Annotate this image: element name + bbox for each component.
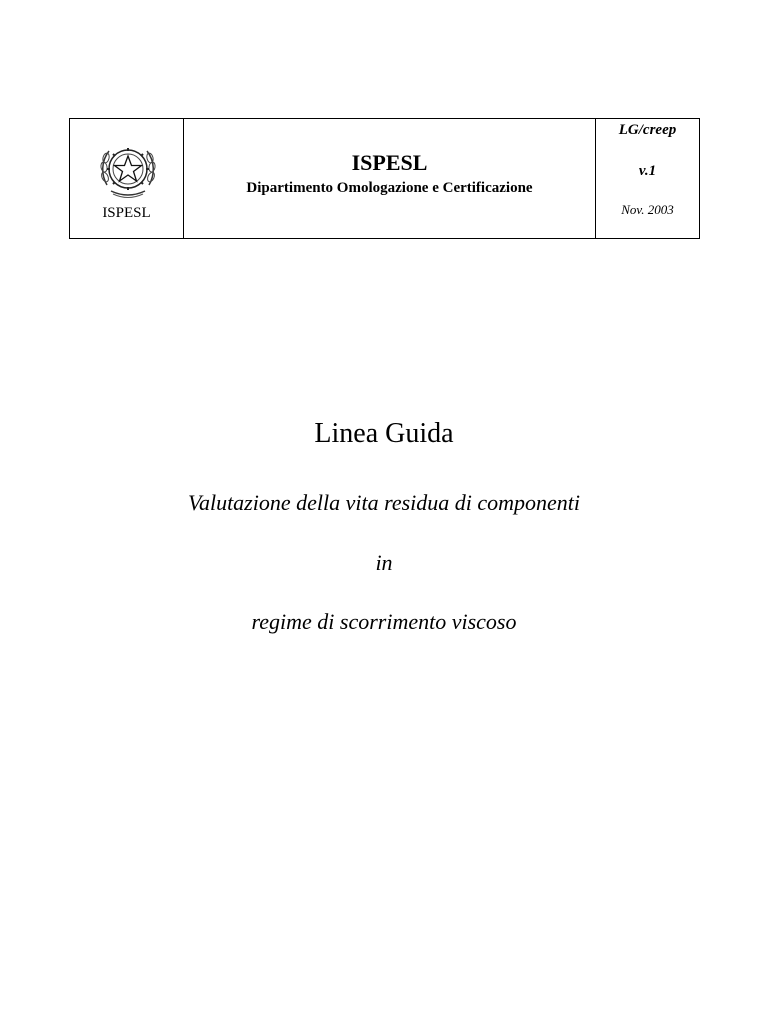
- document-code: LG/creep: [618, 122, 677, 138]
- subtitle-line-3: regime di scorrimento viscoso: [251, 609, 517, 634]
- organization-name: ISPESL: [351, 150, 428, 175]
- document-date: Nov. 2003: [621, 202, 674, 217]
- logo-caption: ISPESL: [102, 205, 151, 221]
- department-name: Dipartimento Omologazione e Certificazione: [246, 180, 533, 196]
- document-header-table: [69, 118, 700, 239]
- document-meta-cell: [596, 119, 699, 238]
- document-version: v.1: [638, 163, 657, 179]
- subtitle-line-2: in: [375, 550, 393, 575]
- organization-cell: [184, 119, 596, 238]
- subtitle-line-1: Valutazione della vita residua di componenti: [187, 490, 581, 515]
- italian-republic-emblem-icon: [97, 139, 159, 201]
- logo-cell: [70, 119, 184, 238]
- document-title: Linea Guida: [314, 418, 454, 449]
